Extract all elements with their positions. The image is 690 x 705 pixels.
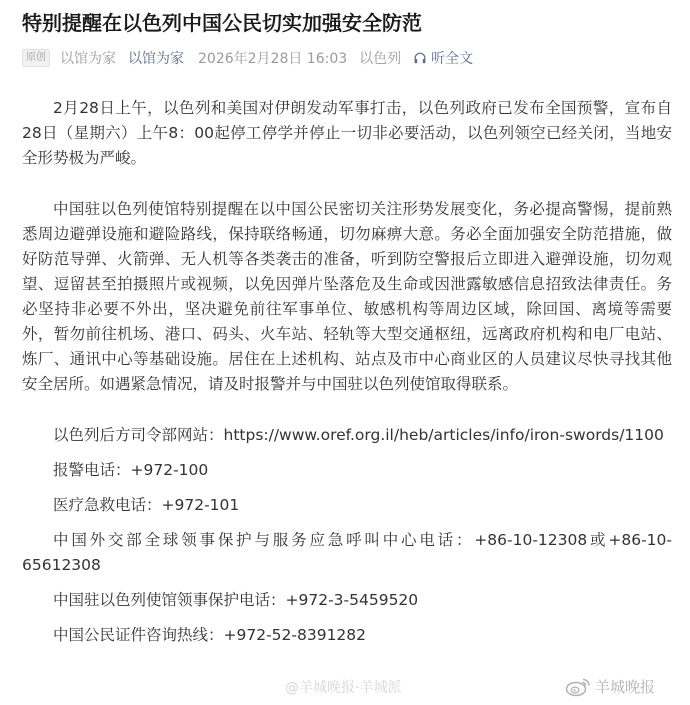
listen-button[interactable] xyxy=(413,48,473,68)
body-paragraph: 2月28日上午，以色列和美国对伊朗发动军事打击，以色列政府已发布全国预警，宣布自28日（星期六）上午8：00起停工停学并停止一切非必要活动，以色列领空已经关闭，当地安全形势极为严峻。 xyxy=(22,99,672,167)
document-hotline-line: 中国公民证件咨询热线：+972-52-8391282 xyxy=(53,626,367,644)
consular-hotline-line: 中国外交部全球领事保护与服务应急呼叫中心电话：+86-10-12308或+86-10-65612308 xyxy=(22,531,672,574)
article-meta xyxy=(22,46,473,70)
body-paragraph: 中国驻以色列使馆特别提醒在以中国公民密切关注形势发展变化，务必提高警惕，提前熟悉周边避弹设施和避险路线，保持联络畅通，切勿麻痹大意。务必全面加强安全防范措施，做好防范导弹、火箭弹、无人机等各类袭击的准备，听到防空警报后立即进入避弹设施，切勿观望、逗留甚至拍摄照片或视频，以免因弹片坠落危及生命或因泄露敏感信息招致法律责任。务必坚持非必要不外出，坚决避免前往军事单位、敏感机构等周边区域，除回国、离境等需要外，暂勿前往机场、港口、码头、火车站、轻轨等大型交通枢纽，远离政府机构和电厂电站、炼厂、通讯中心等基础设施。居住在上述机构、站点及市中心商业区的人员建议尽快寻找其他安全居所。如遇紧急情况，请及时报警并与中国驻以色列使馆取得联系。 xyxy=(22,200,672,393)
watermark-logo xyxy=(565,676,655,697)
publish-location: 以色列 xyxy=(359,51,402,67)
publish-datetime: 2026年2月28日 16:03 xyxy=(198,51,348,67)
weibo-icon xyxy=(565,677,591,697)
listen-label: 听全文 xyxy=(431,51,474,67)
original-badge: 原创 xyxy=(22,49,50,67)
author-name: 以馆为家 xyxy=(60,51,116,67)
article-title: 特别提醒在以色列中国公民切实加强安全防范 xyxy=(22,11,422,35)
headphones-icon xyxy=(413,51,427,65)
ambulance-phone-line: 医疗急救电话：+972-101 xyxy=(53,496,240,514)
account-link[interactable]: 以馆为家 xyxy=(128,51,184,67)
watermark-logo-text: 羊城晚报 xyxy=(595,678,656,696)
embassy-phone-line: 中国驻以色列使馆领事保护电话：+972-3-5459520 xyxy=(53,591,419,609)
police-phone-line: 报警电话：+972-100 xyxy=(53,461,209,479)
oref-website-line: 以色列后方司令部网站：https://www.oref.org.il/heb/articles/info/iron-swords/1100 xyxy=(53,426,664,444)
watermark-text: @羊城晚报·羊城派 xyxy=(285,680,402,696)
article-body xyxy=(22,96,672,648)
